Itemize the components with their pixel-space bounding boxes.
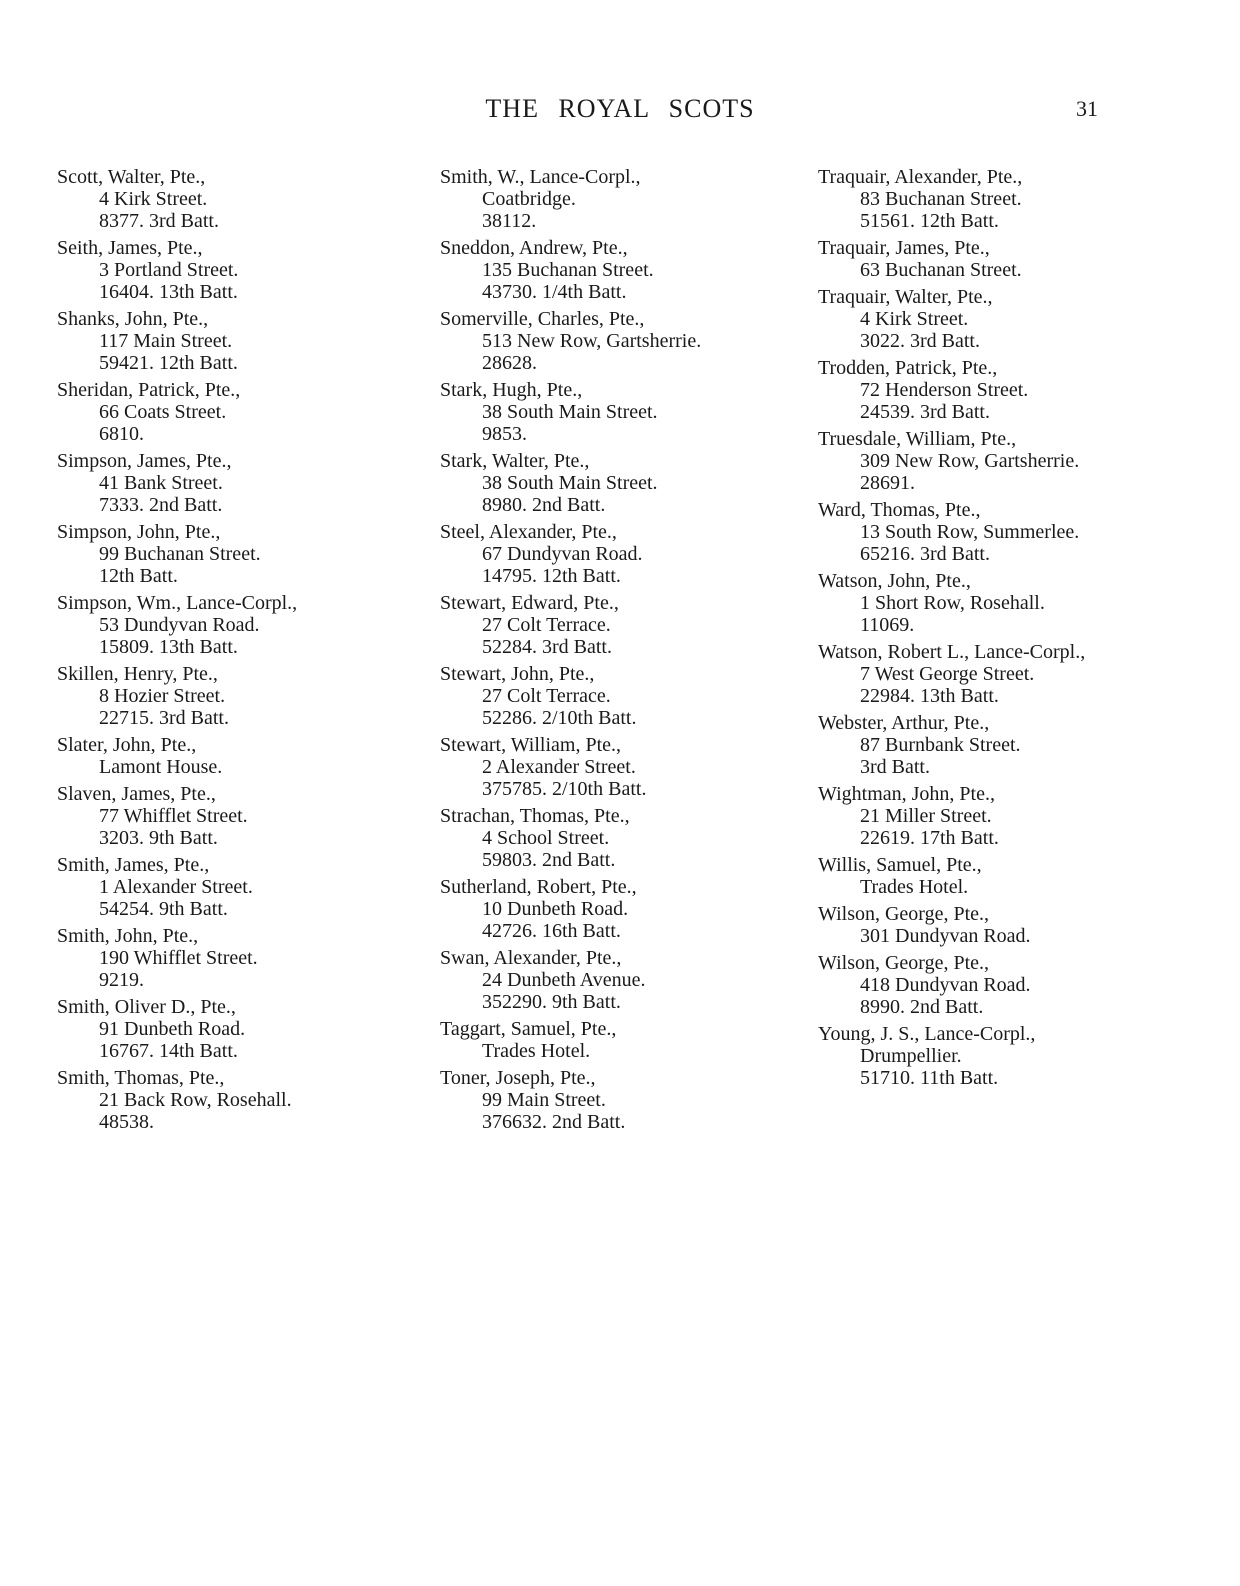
roll-entry (818, 783, 1188, 849)
soldier-address: 418 Dundyvan Road. (860, 974, 1031, 996)
service-details: 51710. 11th Batt. (860, 1067, 999, 1089)
soldier-name: Seith, James, Pte., (57, 237, 203, 259)
soldier-address: 3 Portland Street. (99, 259, 239, 281)
roll-entry (818, 237, 1188, 281)
soldier-address: 83 Buchanan Street. (860, 188, 1022, 210)
soldier-name: Webster, Arthur, Pte., (818, 712, 990, 734)
column-2 (440, 166, 810, 1138)
service-details: 3022. 3rd Batt. (860, 330, 980, 352)
soldier-address: 99 Buchanan Street. (99, 543, 261, 565)
roll-entry (818, 641, 1188, 707)
roll-entry (57, 308, 427, 374)
service-details: 8377. 3rd Batt. (99, 210, 219, 232)
soldier-address: 27 Colt Terrace. (482, 614, 611, 636)
soldier-name: Stark, Hugh, Pte., (440, 379, 583, 401)
service-details: 16404. 13th Batt. (99, 281, 238, 303)
service-details: 38112. (482, 210, 537, 232)
service-details: 65216. 3rd Batt. (860, 543, 990, 565)
soldier-address: 24 Dunbeth Avenue. (482, 969, 646, 991)
soldier-name: Steel, Alexander, Pte., (440, 521, 617, 543)
roll-entry (440, 592, 810, 658)
roll-entry (57, 237, 427, 303)
roll-entry (57, 166, 427, 232)
soldier-address: 38 South Main Street. (482, 401, 658, 423)
roll-entry (818, 499, 1188, 565)
soldier-address: 21 Back Row, Rosehall. (99, 1089, 292, 1111)
soldier-address: 4 School Street. (482, 827, 610, 849)
soldier-address: 1 Short Row, Rosehall. (860, 592, 1045, 614)
soldier-name: Smith, James, Pte., (57, 854, 210, 876)
roll-entry (57, 783, 427, 849)
roll-entry (57, 854, 427, 920)
service-details: 375785. 2/10th Batt. (482, 778, 647, 800)
soldier-name: Traquair, Walter, Pte., (818, 286, 993, 308)
soldier-name: Sheridan, Patrick, Pte., (57, 379, 241, 401)
soldier-address: Drumpellier. (860, 1045, 962, 1067)
soldier-address: 301 Dundyvan Road. (860, 925, 1031, 947)
service-details: 28691. (860, 472, 915, 494)
soldier-name: Sneddon, Andrew, Pte., (440, 237, 628, 259)
soldier-name: Swan, Alexander, Pte., (440, 947, 622, 969)
soldier-address: Coatbridge. (482, 188, 576, 210)
service-details: 48538. (99, 1111, 154, 1133)
soldier-name: Ward, Thomas, Pte., (818, 499, 981, 521)
service-details: 6810. (99, 423, 144, 445)
roll-entry (57, 450, 427, 516)
roll-entry (818, 903, 1188, 947)
soldier-name: Smith, Oliver D., Pte., (57, 996, 236, 1018)
soldier-name: Wightman, John, Pte., (818, 783, 995, 805)
soldier-name: Young, J. S., Lance-Corpl., (818, 1023, 1036, 1045)
soldier-address: 63 Buchanan Street. (860, 259, 1022, 281)
roll-entry (440, 521, 810, 587)
soldier-address: 27 Colt Terrace. (482, 685, 611, 707)
soldier-address: 53 Dundyvan Road. (99, 614, 260, 636)
soldier-address: 21 Miller Street. (860, 805, 992, 827)
service-details: 54254. 9th Batt. (99, 898, 228, 920)
soldier-name: Skillen, Henry, Pte., (57, 663, 218, 685)
soldier-address: 87 Burnbank Street. (860, 734, 1021, 756)
service-details: 22619. 17th Batt. (860, 827, 999, 849)
soldier-name: Stark, Walter, Pte., (440, 450, 590, 472)
soldier-address: Lamont House. (99, 756, 223, 778)
soldier-address: 4 Kirk Street. (99, 188, 208, 210)
roll-entry (818, 712, 1188, 778)
soldier-name: Sutherland, Robert, Pte., (440, 876, 637, 898)
roll-entry (818, 570, 1188, 636)
soldier-address: 67 Dundyvan Road. (482, 543, 643, 565)
roll-entry (57, 996, 427, 1062)
soldier-name: Watson, Robert L., Lance-Corpl., (818, 641, 1086, 663)
soldier-name: Wilson, George, Pte., (818, 952, 990, 974)
roll-entry (440, 734, 810, 800)
soldier-address: Trades Hotel. (860, 876, 969, 898)
soldier-name: Shanks, John, Pte., (57, 308, 209, 330)
service-details: 12th Batt. (99, 565, 178, 587)
soldier-address: 1 Alexander Street. (99, 876, 253, 898)
soldier-address: 77 Whifflet Street. (99, 805, 248, 827)
soldier-name: Toner, Joseph, Pte., (440, 1067, 596, 1089)
service-details: 3203. 9th Batt. (99, 827, 218, 849)
roll-entry (818, 428, 1188, 494)
service-details: 14795. 12th Batt. (482, 565, 621, 587)
service-details: 24539. 3rd Batt. (860, 401, 990, 423)
service-details: 376632. 2nd Batt. (482, 1111, 626, 1133)
soldier-address: 135 Buchanan Street. (482, 259, 654, 281)
roll-entry (57, 663, 427, 729)
roll-entry (440, 947, 810, 1013)
soldier-address: 10 Dunbeth Road. (482, 898, 629, 920)
service-details: 51561. 12th Batt. (860, 210, 999, 232)
soldier-address: 13 South Row, Summerlee. (860, 521, 1080, 543)
soldier-name: Smith, Thomas, Pte., (57, 1067, 225, 1089)
service-details: 43730. 1/4th Batt. (482, 281, 627, 303)
soldier-name: Slaven, James, Pte., (57, 783, 216, 805)
soldier-address: 91 Dunbeth Road. (99, 1018, 246, 1040)
page-number: 31 (1076, 96, 1098, 121)
roll-entry (818, 166, 1188, 232)
soldier-address: 41 Bank Street. (99, 472, 223, 494)
soldier-name: Smith, John, Pte., (57, 925, 199, 947)
roll-entry (57, 592, 427, 658)
service-details: 28628. (482, 352, 537, 374)
service-details: 8990. 2nd Batt. (860, 996, 984, 1018)
service-details: 22715. 3rd Batt. (99, 707, 229, 729)
service-details: 52286. 2/10th Batt. (482, 707, 637, 729)
roll-entry (440, 166, 810, 232)
soldier-name: Stewart, Edward, Pte., (440, 592, 619, 614)
soldier-name: Watson, John, Pte., (818, 570, 971, 592)
soldier-name: Stewart, John, Pte., (440, 663, 595, 685)
roll-entry (818, 357, 1188, 423)
roll-entry (440, 663, 810, 729)
service-details: 8980. 2nd Batt. (482, 494, 606, 516)
soldier-name: Traquair, Alexander, Pte., (818, 166, 1023, 188)
soldier-address: 72 Henderson Street. (860, 379, 1029, 401)
roll-entry (440, 1018, 810, 1062)
soldier-name: Scott, Walter, Pte., (57, 166, 206, 188)
soldier-name: Wilson, George, Pte., (818, 903, 990, 925)
roll-entry (818, 286, 1188, 352)
soldier-name: Strachan, Thomas, Pte., (440, 805, 630, 827)
roll-entry (440, 805, 810, 871)
soldier-address: 38 South Main Street. (482, 472, 658, 494)
service-details: 9853. (482, 423, 527, 445)
soldier-name: Stewart, William, Pte., (440, 734, 622, 756)
page-title: THE ROYAL SCOTS (485, 94, 755, 123)
soldier-name: Willis, Samuel, Pte., (818, 854, 982, 876)
column-3 (818, 166, 1188, 1094)
service-details: 352290. 9th Batt. (482, 991, 621, 1013)
roll-entry (57, 379, 427, 445)
soldier-address: Trades Hotel. (482, 1040, 591, 1062)
service-details: 42726. 16th Batt. (482, 920, 621, 942)
roll-entry (440, 237, 810, 303)
roll-entry (440, 876, 810, 942)
soldier-address: 8 Hozier Street. (99, 685, 226, 707)
roll-entry (57, 925, 427, 991)
roll-entry (818, 1023, 1188, 1089)
soldier-name: Simpson, John, Pte., (57, 521, 221, 543)
soldier-address: 99 Main Street. (482, 1089, 606, 1111)
roll-entry (440, 1067, 810, 1133)
soldier-name: Taggart, Samuel, Pte., (440, 1018, 617, 1040)
service-details: 52284. 3rd Batt. (482, 636, 612, 658)
soldier-name: Simpson, Wm., Lance-Corpl., (57, 592, 298, 614)
soldier-name: Trodden, Patrick, Pte., (818, 357, 998, 379)
roll-entry (57, 1067, 427, 1133)
service-details: 7333. 2nd Batt. (99, 494, 223, 516)
roll-entry (440, 379, 810, 445)
soldier-name: Traquair, James, Pte., (818, 237, 990, 259)
soldier-name: Truesdale, William, Pte., (818, 428, 1017, 450)
soldier-address: 2 Alexander Street. (482, 756, 636, 778)
soldier-name: Simpson, James, Pte., (57, 450, 232, 472)
soldier-address: 7 West George Street. (860, 663, 1035, 685)
roll-entry (818, 854, 1188, 898)
service-details: 15809. 13th Batt. (99, 636, 238, 658)
column-1 (57, 166, 427, 1138)
service-details: 22984. 13th Batt. (860, 685, 999, 707)
soldier-name: Slater, John, Pte., (57, 734, 197, 756)
roll-entry (440, 308, 810, 374)
service-details: 9219. (99, 969, 144, 991)
service-details: 3rd Batt. (860, 756, 930, 778)
soldier-address: 309 New Row, Gartsherrie. (860, 450, 1080, 472)
soldier-address: 4 Kirk Street. (860, 308, 969, 330)
service-details: 59803. 2nd Batt. (482, 849, 616, 871)
soldier-address: 66 Coats Street. (99, 401, 227, 423)
roll-entry (57, 521, 427, 587)
soldier-address: 513 New Row, Gartsherrie. (482, 330, 702, 352)
roll-entry (818, 952, 1188, 1018)
roll-entry (440, 450, 810, 516)
soldier-address: 117 Main Street. (99, 330, 233, 352)
soldier-name: Smith, W., Lance-Corpl., (440, 166, 641, 188)
roll-entry (57, 734, 427, 778)
soldier-name: Somerville, Charles, Pte., (440, 308, 645, 330)
soldier-address: 190 Whifflet Street. (99, 947, 258, 969)
service-details: 16767. 14th Batt. (99, 1040, 238, 1062)
service-details: 11069. (860, 614, 915, 636)
service-details: 59421. 12th Batt. (99, 352, 238, 374)
